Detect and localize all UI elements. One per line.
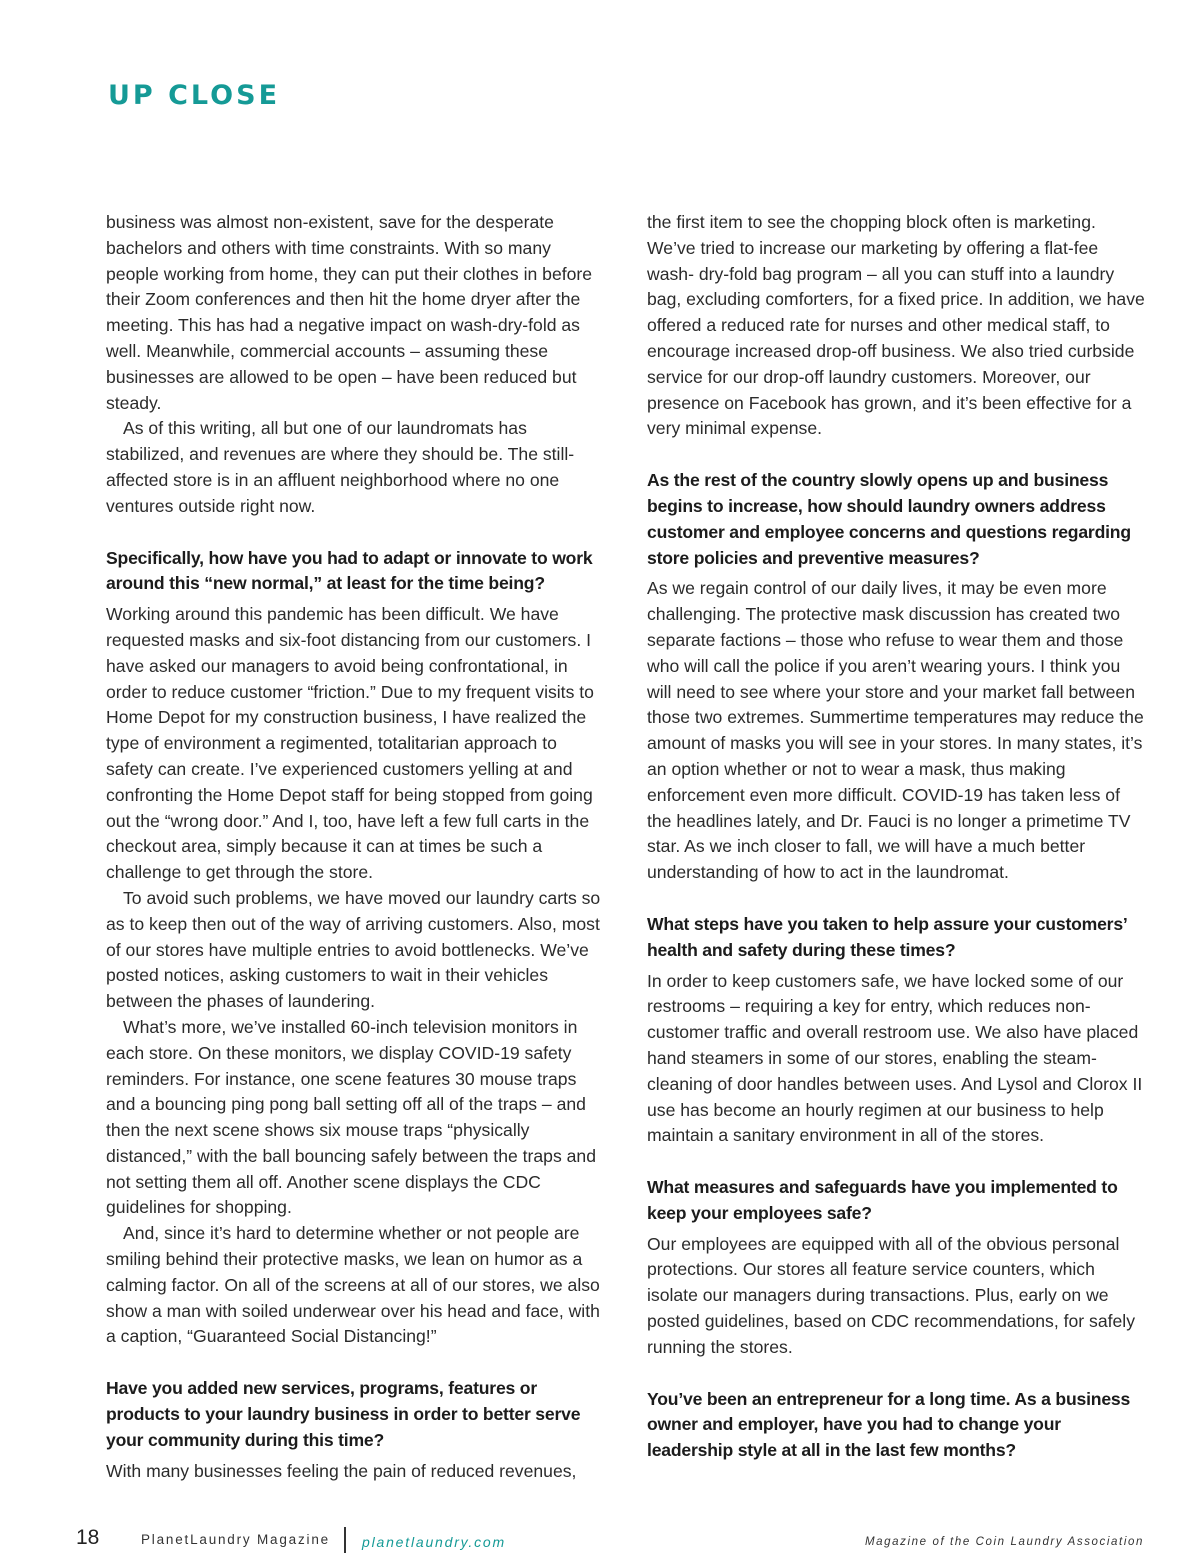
paragraph: To avoid such problems, we have moved our laundry carts so as to keep then out of the way of arriving customers. Also, most of our stores have multiple entries to avoid bottlenecks. We’ve posted notices, asking customers to wait in their vehicles between the phases of laundering. bbox=[106, 887, 601, 1012]
paragraph: As we regain control of our daily lives, it may be even more challenging. The protective mask discussion has created two separate factions – those who refuse to wear them and those who will call the police if you aren’t wearing yours. I think you will need to see where your store and your market fall between those two extremes. Summertime temperatures may reduce the amount of masks you will see in your stores. In many states, it’s an option whether or not to wear a mask, thus making enforcement even more difficult. COVID-19 has taken less of the headlines lately, and Dr. Fauci is no longer a primetime TV star. As we inch closer to fall, we will have a much better understanding of how to act in the laundromat. bbox=[647, 578, 1144, 883]
section-title: UP CLOSE bbox=[108, 80, 281, 111]
magazine-name: PlanetLaundry Magazine bbox=[141, 1532, 330, 1547]
paragraph: business was almost non-existent, save for the desperate bachelors and others with time constraints. With so many people working from home, they can put their clothes in before their Zoom conferences and then hit the home dryer after the meeting. This has had a negative impact on wash-dry-fold as well. Meanwhile, commercial accounts – assuming these businesses are allowed to be open – have been reduced but steady. bbox=[106, 212, 593, 413]
paragraph: Our employees are equipped with all of the obvious personal protections. Our stores all feature service counters, which isolate our managers during transactions. Plus, early on we posted guidelines, based on CDC recommendations, for safely running the stores. bbox=[647, 1233, 1136, 1357]
interview-question: As the rest of the country slowly opens up and business begins to increase, how should laundry owners address customer and employee concerns and questions regarding store policies and preventive measures? bbox=[647, 470, 1131, 568]
page-number: 18 bbox=[76, 1526, 100, 1549]
interview-question: What steps have you taken to help assure your customers’ health and safety during these times? bbox=[647, 913, 1127, 960]
paragraph: What’s more, we’ve installed 60-inch television monitors in each store. On these monitors, we display COVID-19 safety reminders. For instance, one scene features 30 mouse traps and a bouncing ping pong ball setting off all of the traps – and then the next scene shows six mouse traps “physically distanced,” with the ball bouncing safely between the traps and not setting them all off. Another scene displays the CDC guidelines for shopping. bbox=[106, 1016, 597, 1218]
association-tagline: Magazine of the Coin Laundry Association bbox=[864, 1536, 1144, 1548]
paragraph: As of this writing, all but one of our laundromats has stabilized, and revenues are where they should be. The still-affected store is in an affluent neighborhood where no one ventures outside right now. bbox=[106, 418, 575, 516]
website-link[interactable]: planetlaundry.com bbox=[362, 1534, 506, 1550]
paragraph: In order to keep customers safe, we have locked some of our restrooms – requiring a key for entry, which reduces non-customer traffic and overall restroom use. We also have placed hand steamers in some of our stores, enabling the steam-cleaning of door handles between uses. And Lysol and Clorox II use has become an hourly regimen at our business to help maintain a sanitary environment in all of the stores. bbox=[647, 970, 1143, 1146]
interview-question: You’ve been an entrepreneur for a long time. As a business owner and employer, have you had to change your leadership style at all in the last few months? bbox=[647, 1388, 1131, 1461]
interview-question: What measures and safeguards have you implemented to keep your employees safe? bbox=[647, 1177, 1118, 1223]
article-column-right bbox=[647, 210, 1147, 1464]
paragraph: the first item to see the chopping block often is marketing. We’ve tried to increase our marketing by offering a flat-fee wash- dry-fold bag program – all you can stuff into a laundry bag, excluding comforters, for a fixed price. In addition, we have offered a reduced rate for nurses and other medical staff, to encourage increased drop-off business. We also tried curbside service for our drop-off laundry customers. Moreover, our presence on Facebook has grown, and it’s been effective for a very minimal expense. bbox=[647, 212, 1145, 439]
interview-question: Specifically, how have you had to adapt or innovate to work around this “new normal,” at least for the time being? bbox=[106, 547, 593, 594]
article-column-left bbox=[106, 210, 606, 1484]
interview-question: Have you added new services, programs, features or products to your laundry business in order to better serve your community during this time? bbox=[106, 1378, 581, 1450]
paragraph: With many businesses feeling the pain of reduced revenues, bbox=[106, 1460, 577, 1481]
paragraph: Working around this pandemic has been difficult. We have requested masks and six-foot distancing from our customers. I have asked our managers to avoid being confrontational, in order to reduce customer “friction.” Due to my frequent visits to Home Depot for my construction business, I have realized the type of environment a regimented, totalitarian approach to safety can create. I’ve experienced customers yelling at and confronting the Home Depot staff for being stopped from going out the “wrong door.” And I, too, have left a few full carts in the checkout area, simply because it can at times be such a challenge to get through the store. bbox=[106, 604, 594, 883]
paragraph: And, since it’s hard to determine whether or not people are smiling behind their protective masks, we lean on humor as a calming factor. On all of the screens at all of our stores, we also show a man with soiled underwear over his head and face, with a caption, “Guaranteed Social Distancing!” bbox=[106, 1223, 600, 1347]
footer-divider bbox=[344, 1527, 346, 1553]
